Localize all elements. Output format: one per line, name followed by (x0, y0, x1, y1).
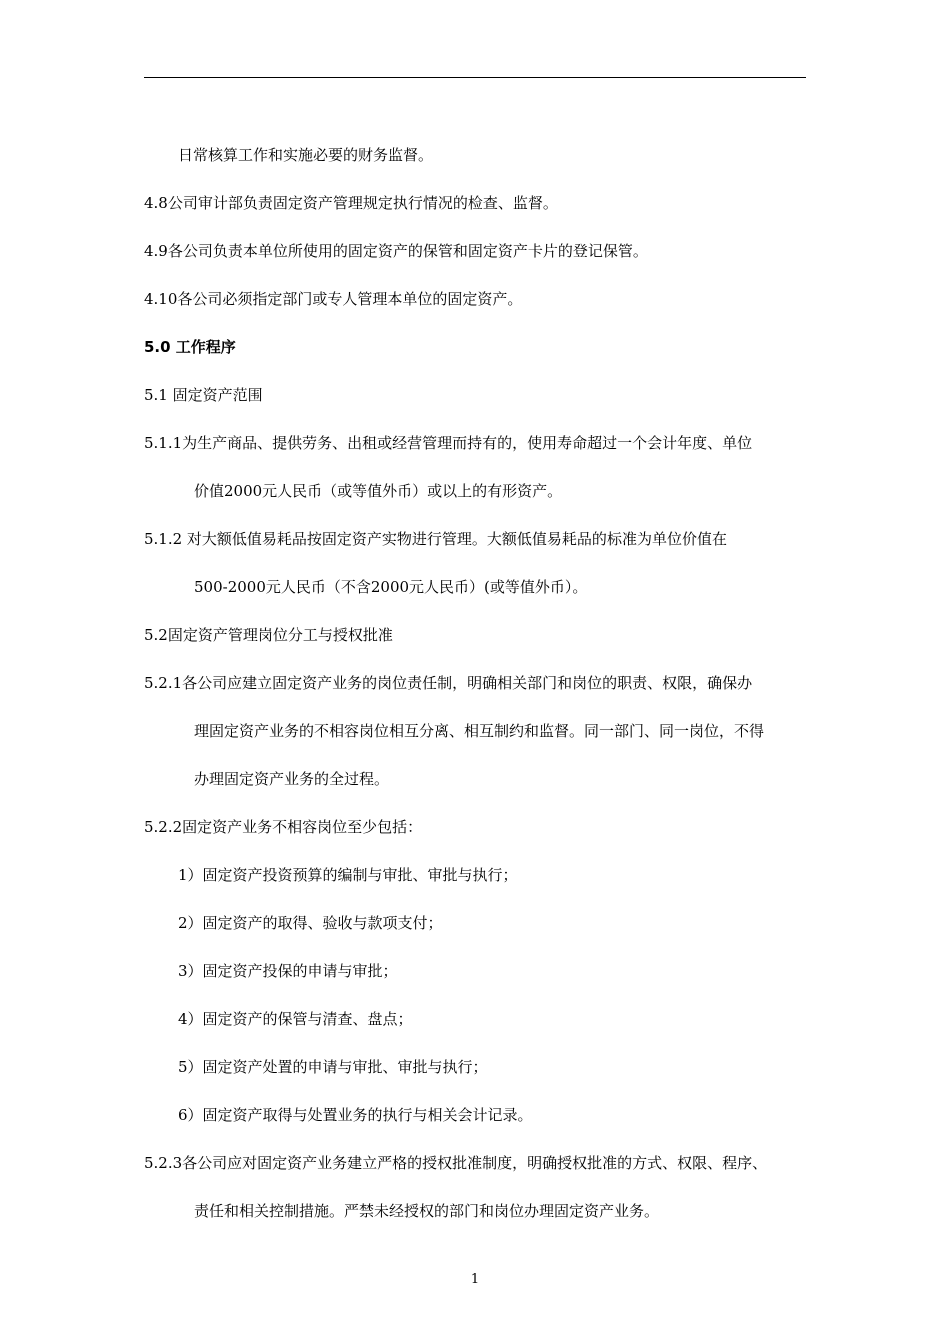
clause-4-8: 4.8公司审计部负责固定资产管理规定执行情况的检查、监督。 (144, 194, 558, 212)
list-item: 3）固定资产投保的申请与审批； (178, 962, 398, 980)
clause-5-2-3: 5.2.3各公司应对固定资产业务建立严格的授权批准制度，明确授权批准的方式、权限、程序、 (144, 1154, 768, 1172)
clause-5-2-3-cont: 责任和相关控制措施。严禁未经授权的部门和岗位办理固定资产业务。 (194, 1202, 660, 1220)
clause-5-2: 5.2固定资产管理岗位分工与授权批准 (144, 626, 393, 644)
clause-5-2-1: 5.2.1各公司应建立固定资产业务的岗位责任制，明确相关部门和岗位的职责、权限，确保办 (144, 674, 753, 692)
clause-5-1: 5.1 固定资产范围 (144, 386, 263, 404)
clause-5-1-2-cont: 500-2000元人民币（不含2000元人民币）(或等值外币）。 (194, 578, 588, 596)
text-line: 日常核算工作和实施必要的财务监督。 (178, 146, 434, 164)
section-heading: 5.0 工作程序 (144, 338, 236, 356)
clause-4-10: 4.10各公司必须指定部门或专人管理本单位的固定资产。 (144, 290, 523, 308)
header-rule (144, 77, 806, 78)
clause-5-2-2: 5.2.2固定资产业务不相容岗位至少包括： (144, 818, 423, 836)
clause-5-1-1: 5.1.1为生产商品、提供劳务、出租或经营管理而持有的，使用寿命超过一个会计年度、单位 (144, 434, 753, 452)
list-item: 6）固定资产取得与处置业务的执行与相关会计记录。 (178, 1106, 533, 1124)
list-item: 4）固定资产的保管与清查、盘点； (178, 1010, 413, 1028)
page-number: 1 (470, 1272, 480, 1287)
list-item: 1）固定资产投资预算的编制与审批、审批与执行； (178, 866, 518, 884)
clause-5-1-1-cont: 价值2000元人民币（或等值外币）或以上的有形资产。 (194, 482, 563, 500)
clause-4-9: 4.9各公司负责本单位所使用的固定资产的保管和固定资产卡片的登记保管。 (144, 242, 648, 260)
clause-5-2-1-cont: 理固定资产业务的不相容岗位相互分离、相互制约和监督。同一部门、同一岗位，不得 (194, 722, 765, 740)
list-item: 5）固定资产处置的申请与审批、审批与执行； (178, 1058, 488, 1076)
list-item: 2）固定资产的取得、验收与款项支付； (178, 914, 443, 932)
clause-5-2-1-cont: 办理固定资产业务的全过程。 (194, 770, 390, 788)
clause-5-1-2: 5.1.2 对大额低值易耗品按固定资产实物进行管理。大额低值易耗品的标准为单位价值在 (144, 530, 727, 548)
